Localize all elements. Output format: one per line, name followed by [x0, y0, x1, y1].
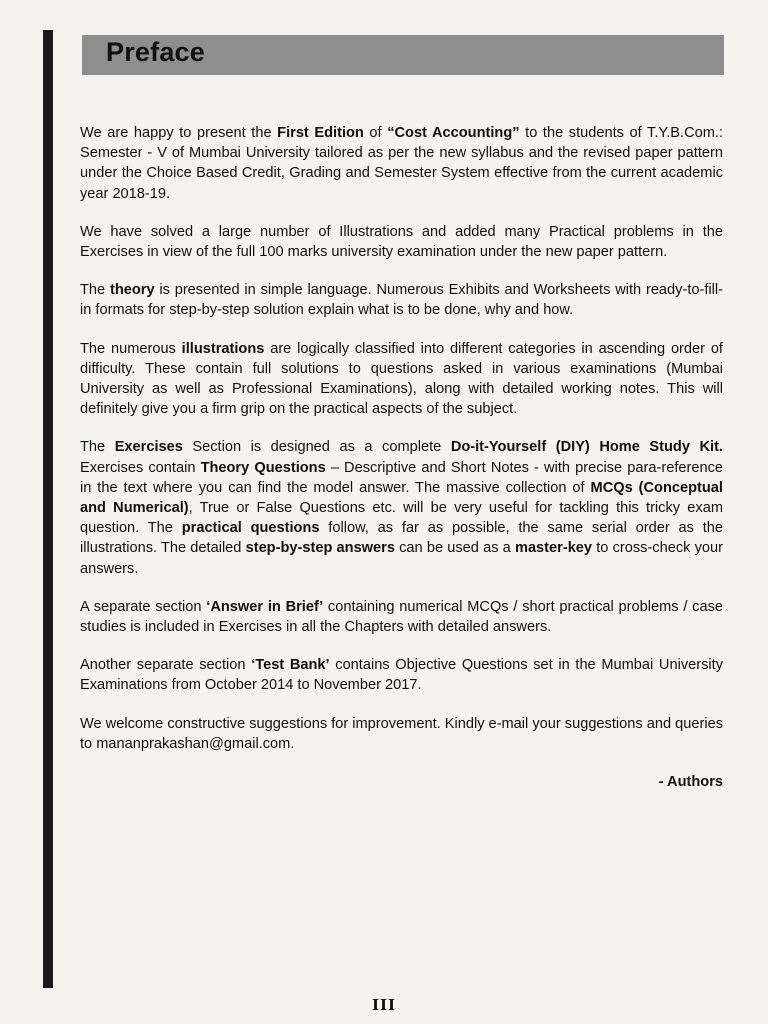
page-title: Preface	[106, 37, 205, 67]
text-run: , True or False Questions etc. will be very useful for tackling this tricky exam question. The	[80, 500, 723, 537]
bold-text-run: practical questions	[181, 520, 320, 537]
preface-body	[80, 123, 723, 792]
left-margin-bar	[43, 30, 53, 988]
text-run: The	[80, 439, 115, 456]
paragraph	[80, 655, 723, 695]
text-run: Exercises contain	[80, 459, 201, 476]
text-run: – Descriptive and Short Notes - with precise para-reference in the text where you can find the model answer. The massive collection of	[80, 459, 723, 496]
bold-text-run: First Edition	[277, 125, 364, 141]
bold-text-run: step-by-step answers	[245, 540, 395, 557]
text-run: We welcome constructive suggestions for improvement. Kindly e-mail your suggestions and queries to mananprakashan@gmail.com.	[80, 715, 723, 752]
text-run: follow, as far as possible, the same serial order as the illustrations. The detailed	[80, 520, 723, 557]
text-run: We are happy to present the	[80, 125, 278, 141]
text-run: The	[80, 282, 110, 299]
title-band	[82, 35, 724, 75]
bold-text-run: theory	[109, 282, 155, 299]
paragraph-list	[80, 123, 723, 754]
text-run: to cross-check your answers.	[80, 540, 723, 577]
text-run: of	[363, 125, 388, 141]
text-run: Section is designed as a complete	[182, 439, 451, 456]
text-run: can be used as a	[394, 540, 515, 557]
paragraph	[80, 123, 723, 204]
text-run: A separate section	[80, 598, 207, 615]
paragraph	[80, 339, 723, 420]
text-run: containing numerical MCQs / short practical problems / case studies is included in Exercises in all the Chapters with detailed answers.	[80, 598, 723, 636]
paragraph	[80, 280, 723, 320]
text-run: to the students of T.Y.B.Com.: Semester - V of Mumbai University tailored as per the new syllabus and the revised paper pattern under the Choice Based Credit, Grading and Semester System effective from the current academic year 2018-19.	[80, 125, 724, 202]
text-run: is presented in simple language. Numerous Exhibits and Worksheets with ready-to-fill-in formats for step-by-step solution explain what is to be done, why and how.	[80, 282, 723, 319]
bold-text-run: Exercises	[114, 439, 183, 456]
bold-text-run: illustrations	[181, 340, 265, 357]
page-number: III	[371, 996, 397, 1014]
bold-text-run: MCQs (Conceptual and Numerical)	[80, 479, 723, 517]
bold-text-run: master-key	[514, 540, 593, 557]
bold-text-run: ‘Test Bank’	[251, 657, 330, 674]
text-run: are logically classified into different categories in ascending order of difficulty. These contain full solutions to questions asked in various examinations (Mumbai University as well as Professional Examinations), along with detailed working notes. This will definitely give you a firm grip on the practical aspects of the subject.	[80, 340, 723, 418]
signature: - Authors	[658, 774, 723, 791]
text-run: The numerous	[80, 340, 182, 357]
text-run: We have solved a large number of Illustrations and added many Practical problems in the Exercises in view of the full 100 marks university examination under the new paper pattern.	[80, 223, 723, 261]
paragraph	[80, 714, 723, 754]
bold-text-run: ‘Answer in Brief’	[206, 598, 324, 615]
bold-text-run: “Cost Accounting”	[387, 125, 520, 141]
text-run: contains Objective Questions set in the Mumbai University Examinations from October 2014 to November 2017.	[80, 657, 723, 694]
bold-text-run: Theory Questions	[200, 459, 326, 476]
bold-text-run: Do-it-Yourself (DIY) Home Study Kit.	[450, 439, 723, 456]
paragraph	[80, 597, 723, 637]
text-run: Another separate section	[80, 657, 252, 674]
paragraph	[80, 222, 723, 262]
paragraph	[80, 437, 723, 578]
